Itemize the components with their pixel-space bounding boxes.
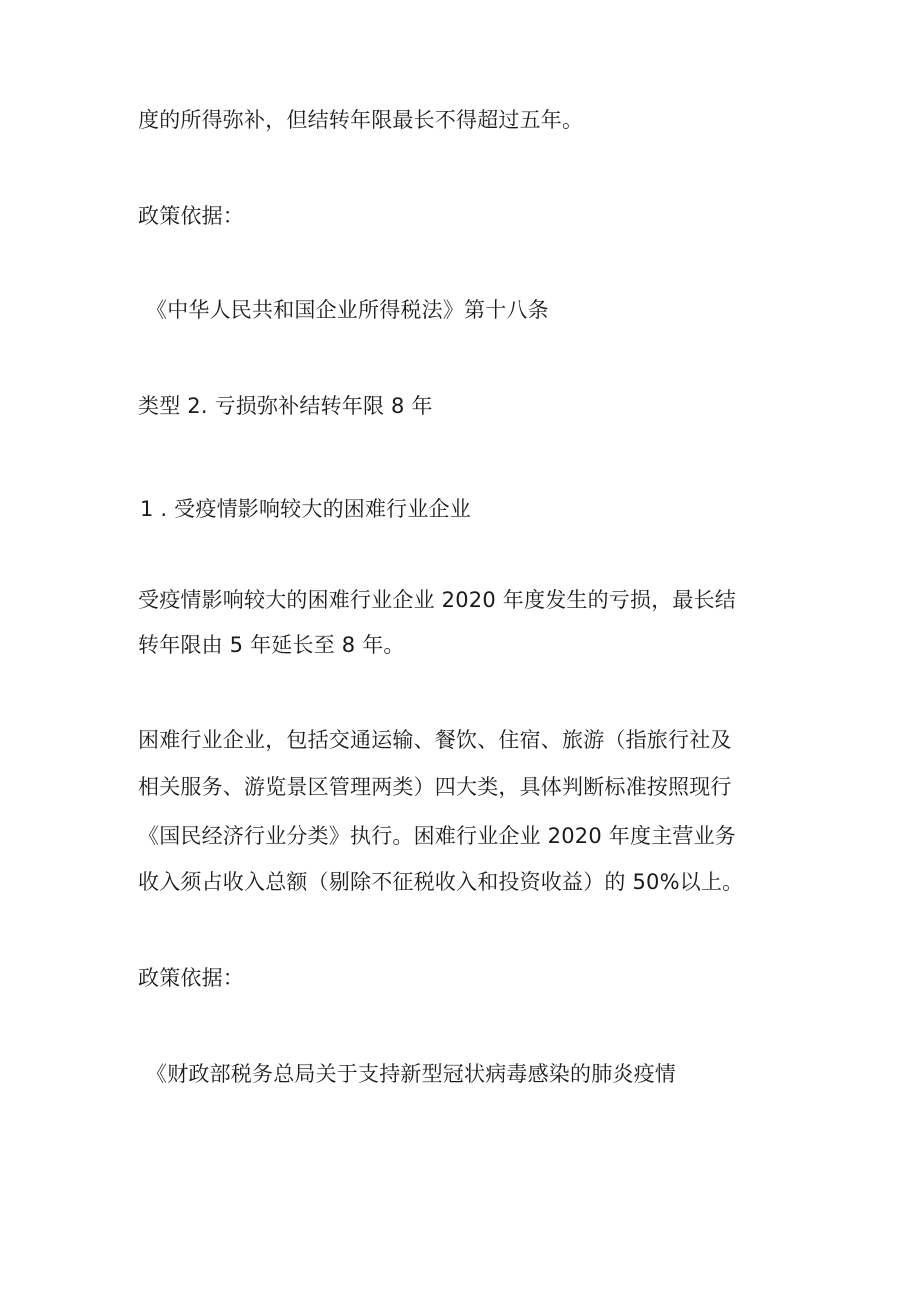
- paragraph-line: 收入须占收入总额（剔除不征税收入和投资收益）的 50%以上。: [138, 870, 744, 894]
- policy-basis-heading: 政策依据：: [138, 204, 244, 228]
- paragraph-line: 困难行业企业，包括交通运输、餐饮、住宿、旅游（指旅行社及: [138, 728, 732, 752]
- paragraph-line: 《国民经济行业分类》执行。困难行业企业 2020 年度主营业务: [138, 824, 736, 848]
- section-heading-type-2: 类型 2. 亏损弥补结转年限 8 年: [138, 394, 433, 418]
- subsection-heading-1: 1 . 受疫情影响较大的困难行业企业: [140, 497, 471, 521]
- paragraph-line: 转年限由 5 年延长至 8 年。: [138, 633, 405, 657]
- paragraph-line: 受疫情影响较大的困难行业企业 2020 年度发生的亏损，最长结: [138, 588, 736, 612]
- law-citation: 《中华人民共和国企业所得税法》第十八条: [146, 298, 549, 322]
- paragraph-line: 相关服务、游览景区管理两类）四大类，具体判断标准按照现行: [138, 775, 732, 799]
- paragraph-carryover-limit: 度的所得弥补，但结转年限最长不得超过五年。: [138, 108, 584, 132]
- policy-basis-heading: 政策依据：: [138, 966, 244, 990]
- notice-citation: 《财政部税务总局关于支持新型冠状病毒感染的肺炎疫情: [146, 1062, 676, 1086]
